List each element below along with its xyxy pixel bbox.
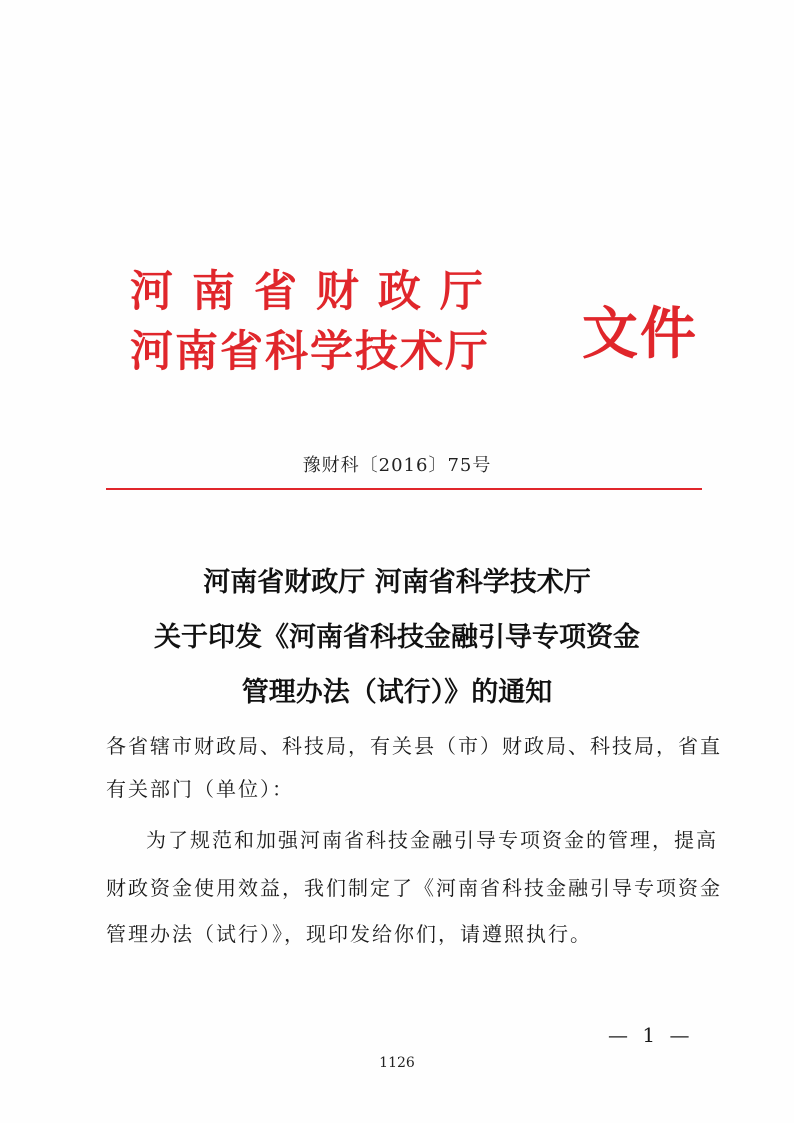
paragraph-line-2: 财政资金使用效益，我们制定了《河南省科技金融引导专项资金: [106, 876, 722, 900]
folio-number: 1126: [379, 1055, 415, 1071]
title-line-3: 管理办法（试行）》的通知: [241, 677, 553, 708]
issuer-line-science: 河南省科学技术厅: [130, 327, 490, 377]
addressee-line-1: 各省辖市财政局、科技局，有关县（市）财政局、科技局，省直: [106, 734, 722, 758]
doc-type-label: 文件: [582, 301, 698, 367]
red-divider: [106, 488, 702, 490]
addressee-line-2: 有关部门（单位）：: [106, 777, 294, 801]
paragraph-line-1: 为了规范和加强河南省科技金融引导专项资金的管理，提高: [146, 828, 718, 852]
doc-number: 豫财科〔2016〕75号: [302, 455, 492, 476]
bleed-through-text: [150, 128, 422, 148]
issuer-block: [130, 262, 490, 382]
title-line-2: 关于印发《河南省科技金融引导专项资金: [154, 622, 640, 653]
page-number: — 1 —: [608, 1023, 694, 1047]
title-line-1: 河南省财政厅 河南省科学技术厅: [203, 567, 591, 598]
paragraph-line-3: 管理办法（试行）》，现印发给你们，请遵照执行。: [106, 922, 592, 946]
issuer-line-finance: 河 南 省 财 政 厅: [130, 267, 485, 317]
